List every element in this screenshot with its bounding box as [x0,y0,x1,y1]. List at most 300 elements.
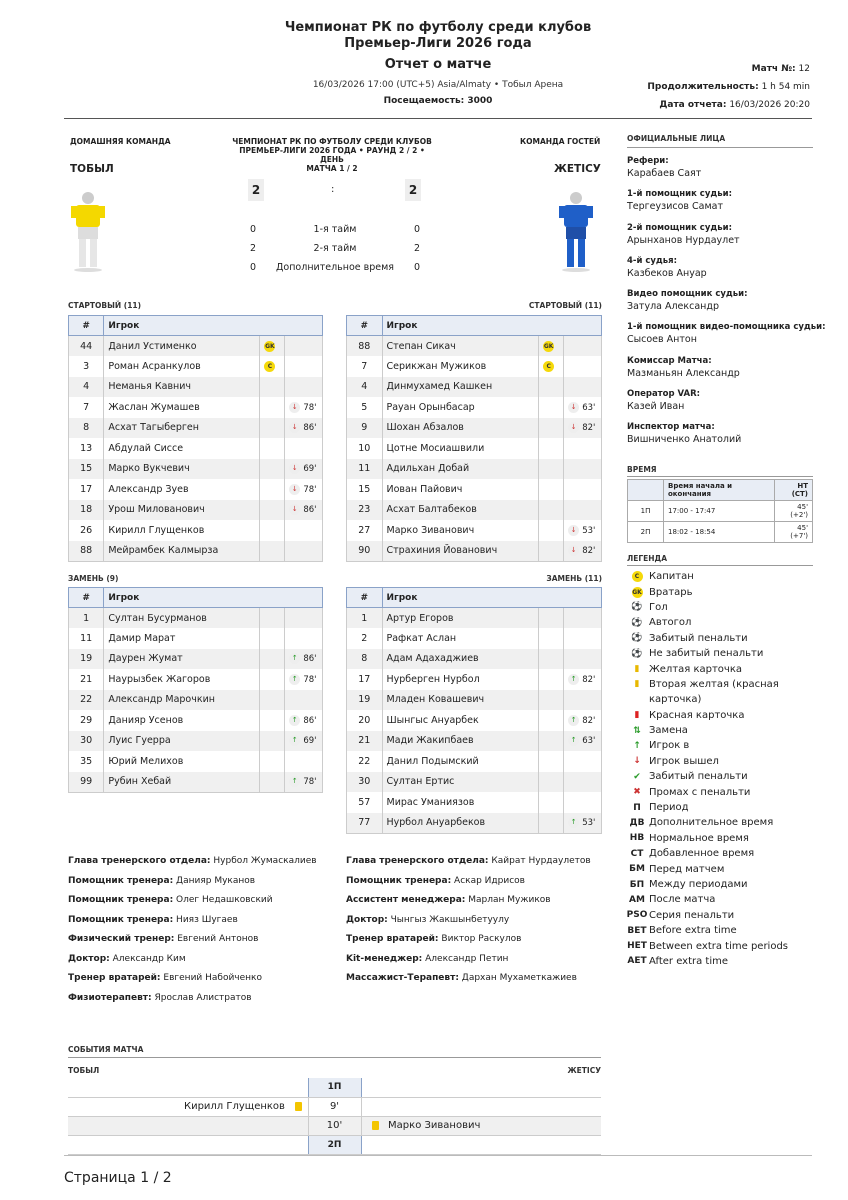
event-minute: 10' [308,1116,361,1135]
away-subs-label: ЗАМЕНЬ (11) [546,574,602,583]
staff-role: Помощник тренера: [68,895,174,905]
player-in-icon: ↑ [568,817,579,828]
legend-item [625,615,825,630]
player-out-icon: ↓ [289,484,300,495]
legend-text: Between extra time periods [649,940,789,952]
staff-name: Данияр Муканов [176,875,256,886]
legend-item [625,938,825,953]
sub-minute: 63' [582,402,596,413]
player-number: 19 [347,690,383,711]
player-name: Иован Пайович [382,479,539,500]
col-num-header: # [69,588,104,608]
away-staff [346,852,616,989]
legend-item [625,646,825,661]
officials-divider [627,147,813,148]
sub-minute: 53' [582,525,596,536]
player-number: 4 [69,377,104,398]
staff-name: Виктор Раскулов [441,934,522,944]
official-entry [627,355,827,388]
legend-icon: ⚽ [631,648,643,659]
event-minute: 9' [308,1097,361,1116]
player-row [347,438,602,459]
player-row [347,669,602,690]
player-name: Степан Сикач [382,336,539,357]
player-row [347,500,602,521]
home-kit-icon [68,190,108,274]
player-name: Неманья Кавнич [104,377,260,398]
time-table [627,479,813,543]
official-role: Инспектор матча: [627,422,715,433]
player-row [69,397,323,418]
match-duration: Продолжительность: 1 h 54 min [647,82,810,92]
away-team-name: ЖЕТІСУ [554,163,601,175]
official-name: Арынханов Нурдаулет [627,234,740,246]
official-entry [627,188,827,221]
captain-icon: C [543,361,554,372]
goalkeeper-icon: GK [632,588,642,596]
table-header-row [69,316,323,336]
staff-name: Александр Петин [425,953,509,964]
legend-icon [625,587,649,598]
legend-text: Игрок вышел [649,755,719,767]
player-number: 30 [69,731,104,752]
legend-item [625,708,825,723]
sub-minute: 78' [303,402,317,413]
sub-minute: 86' [303,654,317,665]
player-in-icon: ↑ [568,674,579,685]
legend-icon: П [633,802,641,813]
official-name: Тергеузисов Самат [627,201,723,213]
away-starting-table [346,315,602,562]
staff-name: Евгений Набойченко [163,973,262,983]
player-number: 18 [69,500,104,521]
legend-text: Красная карточка [649,709,745,721]
player-out-icon: ↓ [289,422,300,433]
player-number: 21 [69,669,104,690]
player-name: Нурберген Нурбол [382,669,539,690]
legend-text: Гол [649,601,668,613]
officials-label: ОФИЦИАЛЬНЫЕ ЛИЦА [627,134,726,143]
legend-divider [627,565,813,566]
staff-name: Дархан Мухаметкажиев [461,973,577,983]
staff-name: Чынгыз Жакшынбетуулу [390,914,510,925]
player-name: Младен Ковашевич [382,690,539,711]
legend-item [625,569,825,584]
player-number: 11 [69,628,104,649]
legend-text: Серия пенальти [649,909,735,921]
header-divider [64,118,812,119]
official-entry [627,421,827,454]
official-name: Казбеков Ануар [627,267,707,279]
away-kit-icon [556,190,596,274]
period-row: 0 Дополнительное время 0 [250,262,420,273]
sub-minute: 82' [582,546,596,556]
legend-text: Вратарь [649,586,693,598]
player-row [347,690,602,711]
home-starting-table [68,315,323,562]
player-row [69,438,323,459]
player-name: Кирилл Глущенков [104,520,260,541]
period-header-row: 1П [68,1078,601,1097]
staff-entry [68,911,338,931]
player-number: 23 [347,500,383,521]
home-team-label: ДОМАШНЯЯ КОМАНДА [70,137,171,146]
time-row: 2П 18:02 - 18:54 45' (+7') [628,522,813,543]
player-name: Роман Асранкулов [104,356,260,377]
player-row [69,628,323,649]
staff-role: Физический тренер: [68,934,175,944]
player-number: 3 [69,356,104,377]
player-name: Александр Зуев [104,479,260,500]
col-player-header: Игрок [104,588,323,608]
legend-item [625,784,825,799]
footer-divider [64,1155,812,1156]
player-number: 99 [69,772,104,793]
official-name: Затула Александр [627,301,719,313]
title-line1: Чемпионат РК по футболу среди клубов [284,20,592,35]
staff-name: Аскар Идрисов [454,875,525,886]
time-row: 1П 17:00 - 17:47 45' (+2') [628,501,813,522]
legend-text: Нормальное время [649,832,749,844]
staff-entry [346,950,616,970]
sub-minute: 78' [303,777,317,787]
sub-minute: 82' [582,674,596,685]
player-in-icon: ↑ [289,653,300,664]
legend-text: Период [649,802,689,814]
sub-minute: 86' [303,715,317,726]
player-row [69,608,323,629]
sub-minute: 78' [303,484,317,495]
staff-role: Массажист-Терапевт: [346,973,459,983]
legend-item [625,954,825,969]
official-role: 4-й судья: [627,255,678,266]
sub-minute: 82' [582,715,596,726]
sub-minute: 86' [303,505,317,516]
player-name: Шынгыс Ануарбек [382,710,539,731]
staff-entry [68,852,338,872]
player-in-icon: ↑ [289,674,300,685]
legend-item [625,831,825,846]
time-divider [627,476,813,477]
legend-item [625,631,825,646]
staff-entry [346,872,616,892]
legend-icon: PSO [626,910,648,921]
official-role: Рефери: [627,156,669,166]
legend-text: После матча [649,894,716,906]
official-role: Оператор VAR: [627,389,701,400]
legend-icon: АМ [629,894,645,905]
player-out-icon: ↓ [568,422,579,433]
player-out-icon: ↓ [568,402,579,413]
player-name: Мирас Уманиязов [382,792,539,813]
legend-icon: НВ [629,833,645,844]
title-line2: Премьер-Лиги 2026 года [344,36,532,51]
staff-entry [68,872,338,892]
player-name: Артур Егоров [382,608,539,629]
legend-item [625,661,825,676]
player-name: Адильхан Добай [382,459,539,480]
staff-entry [346,852,616,872]
staff-entry [68,930,338,950]
staff-name: Олег Недашковский [176,895,273,905]
player-row [347,710,602,731]
score-separator: : [331,184,335,195]
staff-role: Доктор: [68,953,110,964]
period-scores [250,224,420,281]
player-name: Урош Милованович [104,500,260,521]
away-score: 2 [405,179,421,201]
legend-icon: ↓ [633,756,641,767]
player-row [347,751,602,772]
player-number: 11 [347,459,383,480]
player-name: Абдулай Сиссе [104,438,260,459]
legend-text: Не забитый пенальти [649,648,764,660]
official-entry [627,388,827,421]
player-row [347,541,602,562]
player-row [69,772,323,793]
player-name: Асхат Тагыберген [104,418,260,439]
player-name: Мади Жакипбаев [382,731,539,752]
player-name: Дамир Марат [104,628,260,649]
player-row [347,397,602,418]
legend-icon: ↑ [633,740,641,751]
goalkeeper-icon: GK [265,342,275,350]
events-label: СОБЫТИЯ МАТЧА [68,1045,144,1054]
col-player-header: Игрок [382,316,602,336]
staff-entry [68,950,338,970]
player-number: 15 [69,459,104,480]
staff-role: Помощник тренера: [68,914,174,925]
staff-role: Тренер вратарей: [68,973,161,983]
legend-item [625,923,825,938]
staff-role: Ассистент менеджера: [346,895,466,905]
player-name: Наурызбек Жагоров [104,669,260,690]
legend-text: Before extra time [649,925,737,937]
yellow-card-icon [295,1102,302,1111]
player-name: Асхат Балтабеков [382,500,539,521]
player-row [347,772,602,793]
player-number: 9 [347,418,383,439]
legend-item [625,908,825,923]
player-name: Нурбол Ануарбеков [382,813,539,834]
goalkeeper-icon: GK [543,342,554,350]
player-out-icon: ↓ [289,504,300,515]
player-number: 7 [69,397,104,418]
event-away-player: Марко Зиванович [388,1120,481,1131]
player-name: Жаслан Жумашев [104,397,260,418]
player-number: 44 [69,336,104,357]
staff-entry [346,930,616,950]
player-number: 88 [69,541,104,562]
player-name: Даурен Жумат [104,649,260,670]
staff-entry [68,891,338,911]
official-entry [627,222,827,255]
legend-icon: ⚽ [631,633,643,644]
events-home-label: ТОБЫЛ [68,1066,100,1075]
player-name: Данияр Усенов [104,710,260,731]
player-out-icon: ↓ [568,525,579,536]
staff-entry [346,891,616,911]
player-name: Страхиния Йованович [382,541,539,562]
staff-entry [346,969,616,989]
legend-item [625,769,825,784]
official-name: Казей Иван [627,401,685,413]
staff-role: Доктор: [346,914,388,925]
page-number: Страница 1 / 2 [64,1170,172,1186]
player-out-icon: ↓ [568,545,579,556]
player-row [69,751,323,772]
player-row [69,336,323,357]
staff-name: Нурбол Жумаскалиев [213,856,317,866]
col-num-header: # [347,588,383,608]
legend-text: Автогол [649,617,692,629]
legend-icon: ▮ [634,664,640,675]
player-row [69,418,323,439]
legend-icon: ⚽ [631,617,643,628]
player-number: 27 [347,520,383,541]
player-row [69,710,323,731]
legend-text: After extra time [649,955,729,967]
legend-icon: HET [627,941,647,952]
official-role: Видео помощник судьи: [627,289,748,300]
staff-role: Kit-менеджер: [346,953,423,964]
staff-name: Евгений Антонов [177,934,259,944]
period-header-row: 2П [68,1135,601,1154]
official-name: Вишниченко Анатолий [627,434,742,446]
player-row [347,336,602,357]
player-name: Марко Вукчевич [104,459,260,480]
staff-role: Глава тренерского отдела: [346,856,489,866]
legend-text: Дополнительное время [649,817,774,829]
player-number: 26 [69,520,104,541]
player-in-icon: ↑ [289,735,300,746]
event-row [68,1116,601,1135]
col-num-header: # [347,316,383,336]
player-row [347,479,602,500]
sub-minute: 69' [303,464,317,475]
event-row [68,1097,601,1116]
player-number: 57 [347,792,383,813]
staff-entry [68,969,338,989]
player-name: Луис Гуерра [104,731,260,752]
staff-role: Помощник тренера: [346,875,452,886]
player-number: 20 [347,710,383,731]
player-number: 8 [347,649,383,670]
legend-label: ЛЕГЕНДА [627,554,668,563]
sub-minute: 86' [303,423,317,434]
player-row [69,377,323,398]
home-staff [68,852,338,1008]
player-name: Рафкат Аслан [382,628,539,649]
player-out-icon: ↓ [289,402,300,413]
player-name: Мейрамбек Калмырза [104,541,260,562]
player-name: Шохан Абзалов [382,418,539,439]
legend-text: Замена [649,725,688,737]
legend-text: Промах с пенальти [649,786,751,798]
staff-name: Ярослав Алистратов [154,992,252,1003]
legend-item [625,800,825,815]
player-row [347,731,602,752]
events-divider [68,1057,601,1058]
staff-role: Помощник тренера: [68,875,174,886]
official-entry [627,321,827,354]
legend-text: Вторая желтая (красная [649,678,779,690]
legend-icon: AET [627,956,647,967]
events-away-label: ЖЕТІСУ [567,1066,601,1075]
legend-list [625,569,825,969]
period-row: 0 1-я тайм 0 [250,224,420,235]
player-number: 10 [347,438,383,459]
legend-item [625,723,825,738]
player-row [347,608,602,629]
player-name: Адам Адахаджиев [382,649,539,670]
legend-item [625,738,825,753]
official-role: 1-й помощник видео-помощника судьи: [627,322,826,333]
legend-icon: ⚽ [631,602,643,613]
player-number: 17 [347,669,383,690]
player-row [347,628,602,649]
player-name: Рубин Хебай [104,772,260,793]
player-number: 1 [347,608,383,629]
table-header-row [347,588,602,608]
home-subs-table [68,587,323,793]
player-row [69,479,323,500]
sub-minute: 53' [582,818,596,828]
official-entry [627,155,827,188]
legend-item [625,861,825,876]
player-name: Серикжан Мужиков [382,356,539,377]
legend-icon: СТ [630,848,644,859]
staff-role: Тренер вратарей: [346,934,439,944]
player-name: Рауан Орынбасар [382,397,539,418]
player-row [69,520,323,541]
legend-text: карточка) [649,694,702,706]
player-number: 77 [347,813,383,834]
player-row [69,690,323,711]
player-row [347,649,602,670]
sub-minute: 82' [582,423,596,434]
legend-text: Игрок в [649,740,690,752]
legend-text: Желтая карточка [649,663,742,675]
table-header-row [69,588,323,608]
staff-name: Александр Ким [112,953,186,964]
away-team-label: КОМАНДА ГОСТЕЙ [520,137,601,146]
player-number: 4 [347,377,383,398]
legend-item [625,815,825,830]
player-number: 15 [347,479,383,500]
added-col-header: НТ (СТ) [774,480,812,501]
player-row [347,792,602,813]
official-entry [627,288,827,321]
player-number: 30 [347,772,383,793]
official-entry [627,255,827,288]
player-name: Данил Подымский [382,751,539,772]
match-number: Матч №: 12 [751,64,810,74]
home-team-name: ТОБЫЛ [70,163,114,175]
official-name: Мазманьян Александр [627,367,740,379]
yellow-card-icon [372,1121,379,1130]
player-number: 5 [347,397,383,418]
staff-entry [68,989,338,1009]
legend-item [625,584,825,599]
col-player-header: Игрок [104,316,323,336]
player-row [347,356,602,377]
legend-item [625,892,825,907]
player-name: Данил Устименко [104,336,260,357]
player-name: Цотне Мосиашвили [382,438,539,459]
legend-icon: ✔ [633,771,641,782]
datetime-venue: 16/03/2026 17:00 (UTC+5) Asia/Almaty • Тобыл Арена [312,80,564,90]
